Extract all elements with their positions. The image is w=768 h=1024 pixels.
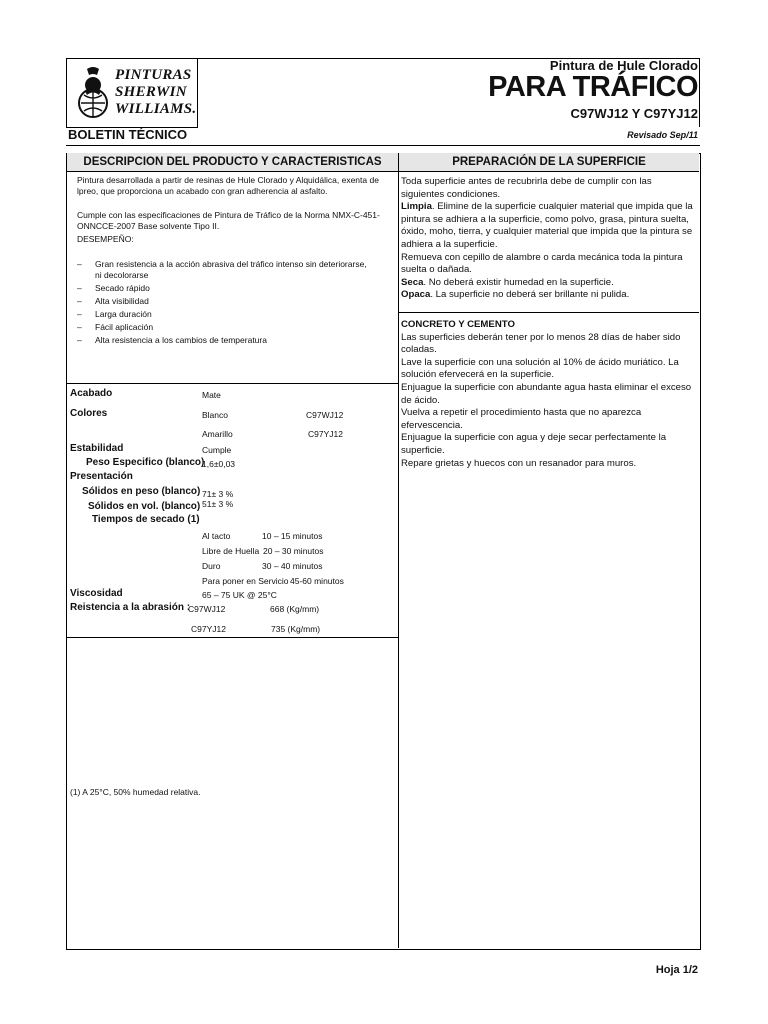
logo-line-1: PINTURAS bbox=[115, 67, 192, 83]
concrete-section bbox=[401, 319, 696, 470]
prop-label: Peso Especifico (blanco) bbox=[86, 457, 205, 468]
revision-date: Revisado Sep/11 bbox=[627, 130, 698, 140]
prop-label: Presentación bbox=[70, 471, 133, 482]
logo bbox=[66, 58, 198, 128]
performance-list bbox=[73, 259, 373, 346]
limpia-label: Limpia bbox=[401, 201, 432, 213]
divider bbox=[399, 312, 699, 313]
concrete-step: Repare grietas y huecos con un resanador para muros. bbox=[401, 457, 637, 469]
divider bbox=[67, 637, 398, 638]
concrete-step: Vuelva a repetir el procedimiento hasta que no aparezca efervescencia. bbox=[401, 407, 642, 431]
opaca-label: Opaca bbox=[401, 289, 431, 301]
product-codes: C97WJ12 Y C97YJ12 bbox=[570, 106, 698, 121]
prop-value: C97WJ12 bbox=[188, 604, 226, 614]
divider bbox=[67, 383, 398, 384]
prop-value: 30 – 40 minutos bbox=[262, 561, 323, 571]
intro-text: Toda superficie antes de recubrirla debe de cumplir con las siguientes condiciones. bbox=[401, 176, 652, 200]
list-item: – Fácil aplicación bbox=[73, 322, 373, 333]
opaca-paragraph bbox=[401, 289, 696, 302]
prop-label: Al tacto bbox=[202, 531, 231, 541]
list-item: – Alta visibilidad bbox=[73, 296, 373, 307]
list-item: – Larga duración bbox=[73, 309, 373, 320]
seca-text: . No deberá existir humedad en la superficie. bbox=[423, 276, 614, 288]
prop-value: 10 – 15 minutos bbox=[262, 531, 323, 541]
prop-value: 1,6±0,03 bbox=[202, 459, 236, 469]
sherwin-williams-globe-icon bbox=[73, 65, 113, 121]
prop-label: Libre de Huella bbox=[202, 546, 260, 556]
concrete-step: Enjuague la superficie con agua y deje secar perfectamente la superficie. bbox=[401, 432, 667, 456]
opaca-text: . La superficie no deberá ser brillante ni pulida. bbox=[430, 289, 630, 301]
prop-value: 735 (Kg/mm) bbox=[271, 624, 321, 634]
seca-label: Seca bbox=[401, 276, 424, 288]
prop-label: Estabilidad bbox=[70, 443, 124, 454]
product-description: Pintura desarrollada a partir de resinas de Hule Clorado y Alquidálica, exenta de lpreo, que proporciona un acabado con gran adherencia al asfalto. bbox=[77, 175, 379, 196]
right-section-heading: PREPARACIÓN DE LA SUPERFICIE bbox=[399, 153, 699, 172]
footnote: (1) A 25°C, 50% humedad relativa. bbox=[70, 787, 201, 797]
concrete-step: Lave la superficie con una solución al 10% de ácido muriático. La solución efervecerá en la superficie. bbox=[401, 356, 679, 381]
logo-line-2: SHERWIN bbox=[115, 84, 187, 100]
prop-label: Viscosidad bbox=[70, 588, 123, 599]
concrete-step: Las superficies deberán tener por lo menos 28 días de haber sido coladas. bbox=[401, 331, 681, 356]
list-item: – Gran resistencia a la acción abrasiva del tráfico intenso sin deteriorarse, ni decolorarse bbox=[73, 259, 373, 281]
column-divider bbox=[398, 153, 399, 948]
prop-label: Acabado bbox=[70, 388, 113, 399]
prop-label: Tiempos de secado (1) bbox=[92, 514, 200, 525]
page-number: Hoja 1/2 bbox=[655, 964, 698, 976]
logo-line-3: WILLIAMS. bbox=[115, 101, 197, 117]
prop-label: Sólidos en vol. (blanco) bbox=[88, 501, 201, 512]
limpia-text: . Elimine de la superficie cualquier material que impida que la pintura se adhiera a la superficie, como polvo, grasa, pintura suelta, óxido, moho, tierra, y cualquier material que impida que la pintura se adhiera a la superficie. bbox=[401, 201, 693, 250]
prop-label: Colores bbox=[70, 408, 108, 419]
prop-value: 45-60 minutos bbox=[290, 576, 344, 586]
list-item: – Alta resistencia a los cambios de temperatura bbox=[73, 335, 373, 346]
product-subtitle: Pintura de Hule Clorado bbox=[549, 58, 698, 73]
prop-value: C97YJ12 bbox=[308, 429, 343, 439]
prop-value: C97YJ12 bbox=[191, 624, 226, 634]
prop-value: 71± 3 % bbox=[202, 489, 234, 499]
prop-value: Cumple bbox=[202, 445, 232, 455]
prop-value: C97WJ12 bbox=[306, 410, 344, 420]
prop-value: 65 – 75 UK @ 25°C bbox=[202, 590, 277, 600]
prop-label: Sólidos en peso (blanco) bbox=[82, 486, 201, 497]
prop-value: Mate bbox=[202, 390, 221, 400]
prop-value: Amarillo bbox=[202, 429, 233, 439]
list-item: – Secado rápido bbox=[73, 283, 373, 294]
divider bbox=[66, 145, 700, 146]
left-section-heading: DESCRIPCION DEL PRODUCTO Y CARACTERISTICAS bbox=[67, 153, 398, 172]
norm-compliance: Cumple con las especificaciones de Pintura de Tráfico de la Norma NMX-C-451-ONNCCE-2007 Base solvente Tipo II. bbox=[77, 210, 380, 231]
concrete-heading: CONCRETO Y CEMENTO bbox=[401, 319, 515, 330]
performance-label: DESEMPEÑO: bbox=[77, 234, 134, 244]
prop-value: Blanco bbox=[202, 410, 228, 420]
page-title: PARA TRÁFICO bbox=[488, 71, 698, 103]
limpia-paragraph bbox=[401, 201, 696, 251]
prop-value: 51± 3 % bbox=[202, 499, 234, 509]
prop-value: 668 (Kg/mm) bbox=[270, 604, 320, 614]
prop-label: Para poner en Servicio bbox=[202, 576, 289, 586]
prop-label: Reistencia a la abrasión : bbox=[70, 602, 191, 613]
prop-value: 20 – 30 minutos bbox=[263, 546, 324, 556]
concrete-step: Enjuague la superficie con abundante agua hasta eliminar el exceso de ácido. bbox=[401, 381, 692, 406]
surface-intro bbox=[401, 176, 696, 302]
bulletin-label: BOLETIN TÉCNICO bbox=[68, 127, 188, 142]
remueva-text: Remueva con cepillo de alambre o carda mecánica toda la pintura suelta o dañada. bbox=[401, 251, 683, 276]
seca-paragraph bbox=[401, 277, 696, 290]
prop-label: Duro bbox=[202, 561, 221, 571]
